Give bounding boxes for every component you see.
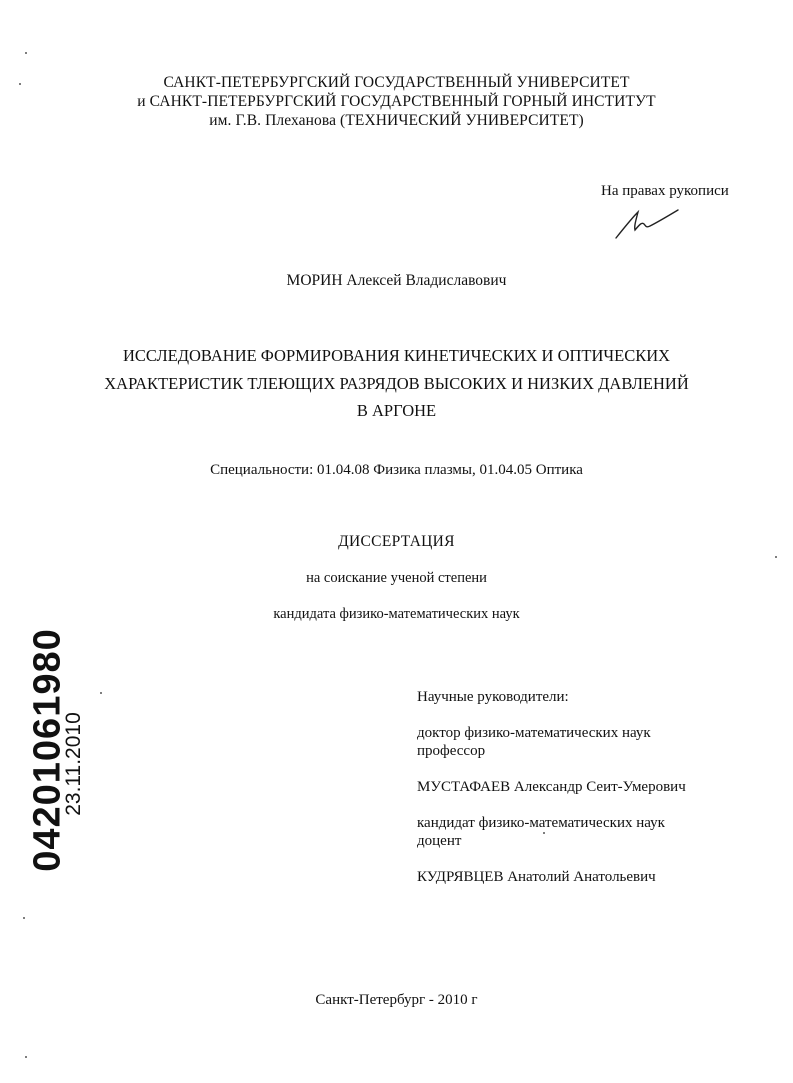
thesis-title-line-1: ИССЛЕДОВАНИЕ ФОРМИРОВАНИЯ КИНЕТИЧЕСКИХ И ОПТИЧЕСКИХ (122, 346, 671, 365)
supervisor-1-credentials (417, 724, 651, 760)
library-stamp-date: 23.11.2010 (62, 712, 85, 816)
university-line-1: САНКТ-ПЕТЕРБУРГСКИЙ ГОСУДАРСТВЕННЫЙ УНИВЕРСИТЕТ (163, 74, 630, 91)
city-year: Санкт-Петербург - 2010 г (315, 992, 478, 1008)
scan-speck (25, 1056, 27, 1058)
supervisor-1-title: профессор (417, 743, 486, 759)
supervisor-2-title: доцент (417, 833, 462, 849)
thesis-title-line-2: ХАРАКТЕРИСТИК ТЛЕЮЩИХ РАЗРЯДОВ ВЫСОКИХ И НИЗКИХ ДАВЛЕНИЙ (104, 374, 689, 393)
scan-speck (100, 692, 102, 694)
supervisor-2-credentials (417, 814, 665, 850)
scan-speck (19, 83, 21, 85)
specialties: Специальности: 01.04.08 Физика плазмы, 01.04.05 Оптика (210, 462, 583, 478)
university-line-2: и САНКТ-ПЕТЕРБУРГСКИЙ ГОСУДАРСТВЕННЫЙ ГОРНЫЙ ИНСТИТУТ (137, 93, 656, 110)
supervisor-1-name: МУСТАФАЕВ Александр Сеит-Умерович (417, 779, 686, 795)
document-type: ДИССЕРТАЦИЯ (338, 533, 455, 550)
scan-speck (775, 556, 777, 558)
handwritten-signature (612, 206, 682, 242)
university-line-3: им. Г.В. Плеханова (ТЕХНИЧЕСКИЙ УНИВЕРСИТЕТ) (209, 112, 584, 129)
scan-speck (543, 832, 545, 834)
supervisor-1-degree: доктор физико-математических наук (417, 725, 651, 741)
degree-line-2: кандидата физико-математических наук (273, 606, 520, 622)
supervisor-2-name: КУДРЯВЦЕВ Анатолий Анатольевич (417, 869, 656, 885)
library-stamp-code: 04201061980 (26, 628, 69, 872)
scan-speck (23, 917, 25, 919)
scan-speck (25, 52, 27, 54)
rights-note: На правах рукописи (601, 183, 729, 199)
thesis-title-line-3: В АРГОНЕ (356, 401, 437, 420)
supervisor-2-degree: кандидат физико-математических наук (417, 815, 665, 831)
author-name: МОРИН Алексей Владиславович (286, 272, 507, 289)
degree-line-1: на соискание ученой степени (306, 570, 487, 586)
supervisors-heading: Научные руководители: (417, 689, 569, 705)
